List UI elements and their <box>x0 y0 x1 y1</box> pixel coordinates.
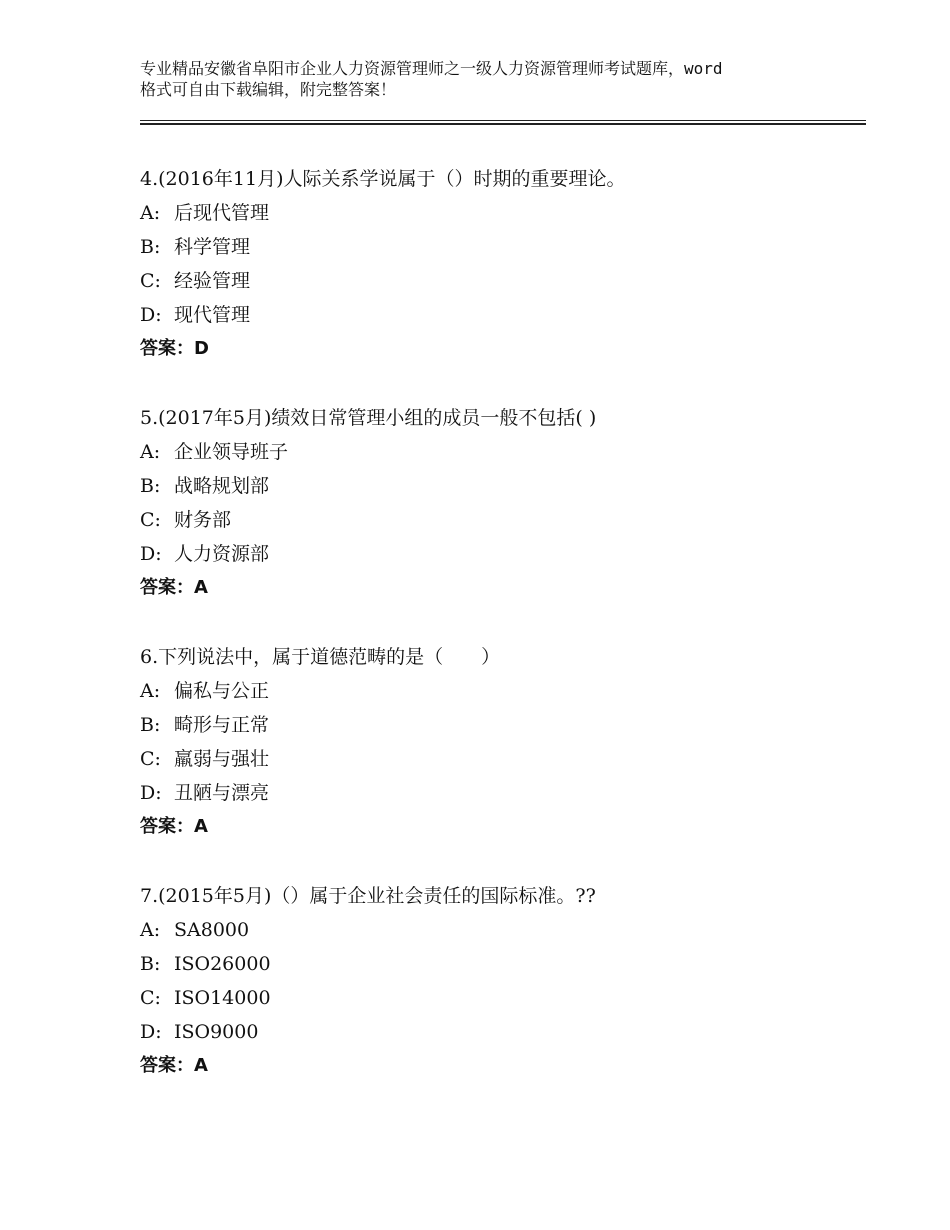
question-stem: 7.(2015年5月)（）属于企业社会责任的国际标准。?? <box>140 885 596 907</box>
option-letter: D: <box>140 1021 162 1043</box>
option-letter: A: <box>140 441 161 463</box>
answer: 答案：A <box>140 1055 208 1076</box>
option-c <box>140 503 840 537</box>
option-text: 偏私与公正 <box>174 680 270 702</box>
question-4 <box>140 162 840 366</box>
header-line-1: 专业精品安徽省阜阳市企业人力资源管理师之一级人力资源管理师考试题库，word <box>140 59 723 78</box>
option-a <box>140 674 840 708</box>
option-a <box>140 435 840 469</box>
option-text: 后现代管理 <box>174 202 270 224</box>
option-text: ISO14000 <box>174 987 271 1009</box>
option-letter: A: <box>140 680 161 702</box>
option-letter: C: <box>140 748 161 770</box>
option-text: 经验管理 <box>174 270 251 292</box>
option-text: 人力资源部 <box>174 543 270 565</box>
option-text: 企业领导班子 <box>174 441 289 463</box>
option-text: SA8000 <box>174 919 250 941</box>
option-text: 科学管理 <box>174 236 251 258</box>
answer: 答案：A <box>140 816 208 837</box>
question-6 <box>140 640 840 844</box>
answer: 答案：A <box>140 577 208 598</box>
header-divider-thin <box>140 120 866 121</box>
option-text: 羸弱与强壮 <box>174 748 270 770</box>
document-header <box>140 58 840 100</box>
option-d <box>140 776 840 810</box>
question-stem: 4.(2016年11月)人际关系学说属于（）时期的重要理论。 <box>140 168 626 190</box>
answer: 答案：D <box>140 338 209 359</box>
option-d <box>140 298 840 332</box>
option-letter: A: <box>140 919 161 941</box>
option-c <box>140 742 840 776</box>
question-5 <box>140 401 840 605</box>
option-c <box>140 264 840 298</box>
option-text: 丑陋与漂亮 <box>174 782 270 804</box>
option-b <box>140 708 840 742</box>
option-letter: D: <box>140 782 162 804</box>
option-text: 畸形与正常 <box>174 714 270 736</box>
option-text: 现代管理 <box>174 304 251 326</box>
option-text: ISO26000 <box>174 953 271 975</box>
option-letter: B: <box>140 236 161 258</box>
option-letter: B: <box>140 714 161 736</box>
option-b <box>140 469 840 503</box>
option-d <box>140 1015 840 1049</box>
option-letter: C: <box>140 509 161 531</box>
option-text: ISO9000 <box>174 1021 259 1043</box>
option-letter: C: <box>140 270 161 292</box>
option-letter: B: <box>140 475 161 497</box>
question-stem: 6.下列说法中，属于道德范畴的是（ ） <box>140 646 501 668</box>
option-c <box>140 981 840 1015</box>
question-stem: 5.(2017年5月)绩效日常管理小组的成员一般不包括( ) <box>140 407 597 429</box>
option-text: 财务部 <box>174 509 232 531</box>
option-letter: B: <box>140 953 161 975</box>
header-divider-thick <box>140 123 866 125</box>
option-d <box>140 537 840 571</box>
option-letter: D: <box>140 304 162 326</box>
option-a <box>140 913 840 947</box>
option-b <box>140 230 840 264</box>
question-7 <box>140 879 840 1083</box>
option-letter: C: <box>140 987 161 1009</box>
option-a <box>140 196 840 230</box>
option-letter: D: <box>140 543 162 565</box>
header-line-2: 格式可自由下载编辑，附完整答案！ <box>140 80 397 99</box>
option-text: 战略规划部 <box>174 475 270 497</box>
option-letter: A: <box>140 202 161 224</box>
option-b <box>140 947 840 981</box>
